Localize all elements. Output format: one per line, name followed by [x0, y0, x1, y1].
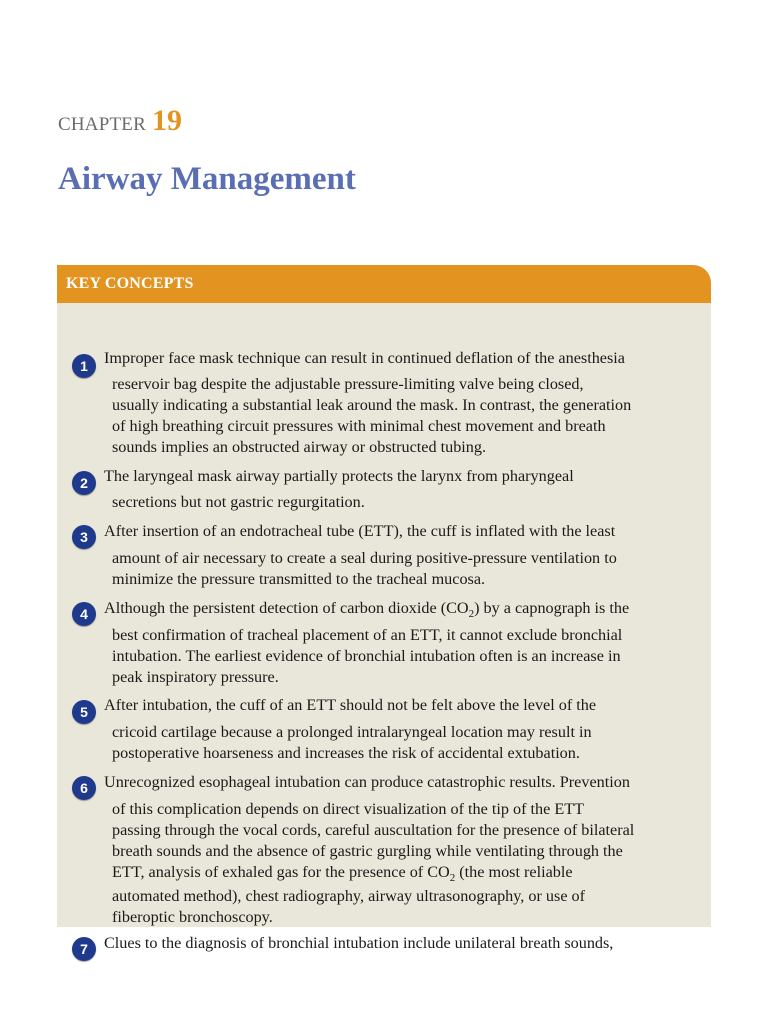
- concept-6-line-4: breath sounds and the absence of gastric gurgling while ventilating through the: [112, 842, 623, 860]
- concept-3-line-2: amount of air necessary to create a seal during positive-pressure ventilation to: [112, 549, 617, 567]
- concept-4-subscript: 2: [468, 608, 475, 621]
- chapter-word: CHAPTER: [58, 114, 146, 135]
- key-concepts-header: [57, 265, 711, 303]
- concept-1-line-1: Improper face mask technique can result in continued deflation of the anesthesia: [104, 349, 625, 367]
- concept-2-line-1: The laryngeal mask airway partially protects the larynx from pharyngeal: [104, 467, 574, 485]
- concept-5-line-1: After intubation, the cuff of an ETT should not be felt above the level of the: [104, 696, 597, 714]
- concept-7-line-1: Clues to the diagnosis of bronchial intubation include unilateral breath sounds,: [104, 934, 614, 952]
- chapter-label: [58, 104, 182, 138]
- concept-3-line-1: After insertion of an endotracheal tube (ETT), the cuff is inflated with the least: [104, 522, 616, 540]
- concept-5-line-2: cricoid cartilage because a prolonged intralaryngeal location may result in: [112, 723, 592, 741]
- concept-4-line-1: [104, 598, 630, 621]
- concept-4-line-3: intubation. The earliest evidence of bronchial intubation often is an increase in: [112, 647, 621, 665]
- number-badge-7: 7: [72, 937, 96, 961]
- chapter-number: 19: [151, 104, 182, 137]
- concept-1-line-4: of high breathing circuit pressures with minimal chest movement and breath: [112, 417, 606, 435]
- number-badge-2: 2: [72, 471, 96, 495]
- concept-4-line-2: best confirmation of tracheal placement of an ETT, it cannot exclude bronchial: [112, 626, 623, 644]
- concept-6-line-5-post: (the most reliable: [455, 863, 573, 881]
- number-badge-4: 4: [72, 602, 96, 626]
- number-badge-3: 3: [72, 525, 96, 549]
- key-concepts-heading: KEY CONCEPTS: [66, 275, 194, 292]
- key-concepts-panel: [57, 265, 711, 957]
- concept-6-line-5: [112, 862, 573, 885]
- concept-1-line-2: reservoir bag despite the adjustable pressure-limiting valve being closed,: [112, 375, 584, 393]
- concept-6-line-5-pre: ETT, analysis of exhaled gas for the presence of CO: [112, 863, 450, 881]
- concept-4-line-1-post: ) by a capnograph is the: [474, 599, 630, 617]
- concept-6-line-3: passing through the vocal cords, careful auscultation for the presence of bilateral: [112, 821, 635, 839]
- chapter-title: Airway Management: [58, 161, 356, 197]
- concept-6-line-1: Unrecognized esophageal intubation can produce catastrophic results. Prevention: [104, 773, 630, 791]
- number-badge-5: 5: [72, 700, 96, 724]
- concept-1-line-5: sounds implies an obstructed airway or obstructed tubing.: [112, 438, 487, 456]
- concept-6-line-7: fiberoptic bronchoscopy.: [112, 908, 273, 926]
- concept-2-line-2: secretions but not gastric regurgitation.: [112, 493, 365, 511]
- concept-6-line-6: automated method), chest radiography, airway ultrasonography, or use of: [112, 887, 586, 905]
- concept-5-line-3: postoperative hoarseness and increases the risk of accidental extubation.: [112, 744, 580, 762]
- number-badge-6: 6: [72, 776, 96, 800]
- concept-1-line-3: usually indicating a substantial leak around the mask. In contrast, the generation: [112, 396, 632, 414]
- concept-6-subscript: 2: [449, 872, 456, 885]
- concept-4-line-4: peak inspiratory pressure.: [112, 668, 279, 686]
- number-badge-1: 1: [72, 354, 96, 378]
- concept-6-line-2: of this complication depends on direct visualization of the tip of the ETT: [112, 800, 585, 818]
- concept-3-line-3: minimize the pressure transmitted to the tracheal mucosa.: [112, 570, 486, 588]
- concept-4-line-1-pre: Although the persistent detection of carbon dioxide (CO: [104, 599, 469, 617]
